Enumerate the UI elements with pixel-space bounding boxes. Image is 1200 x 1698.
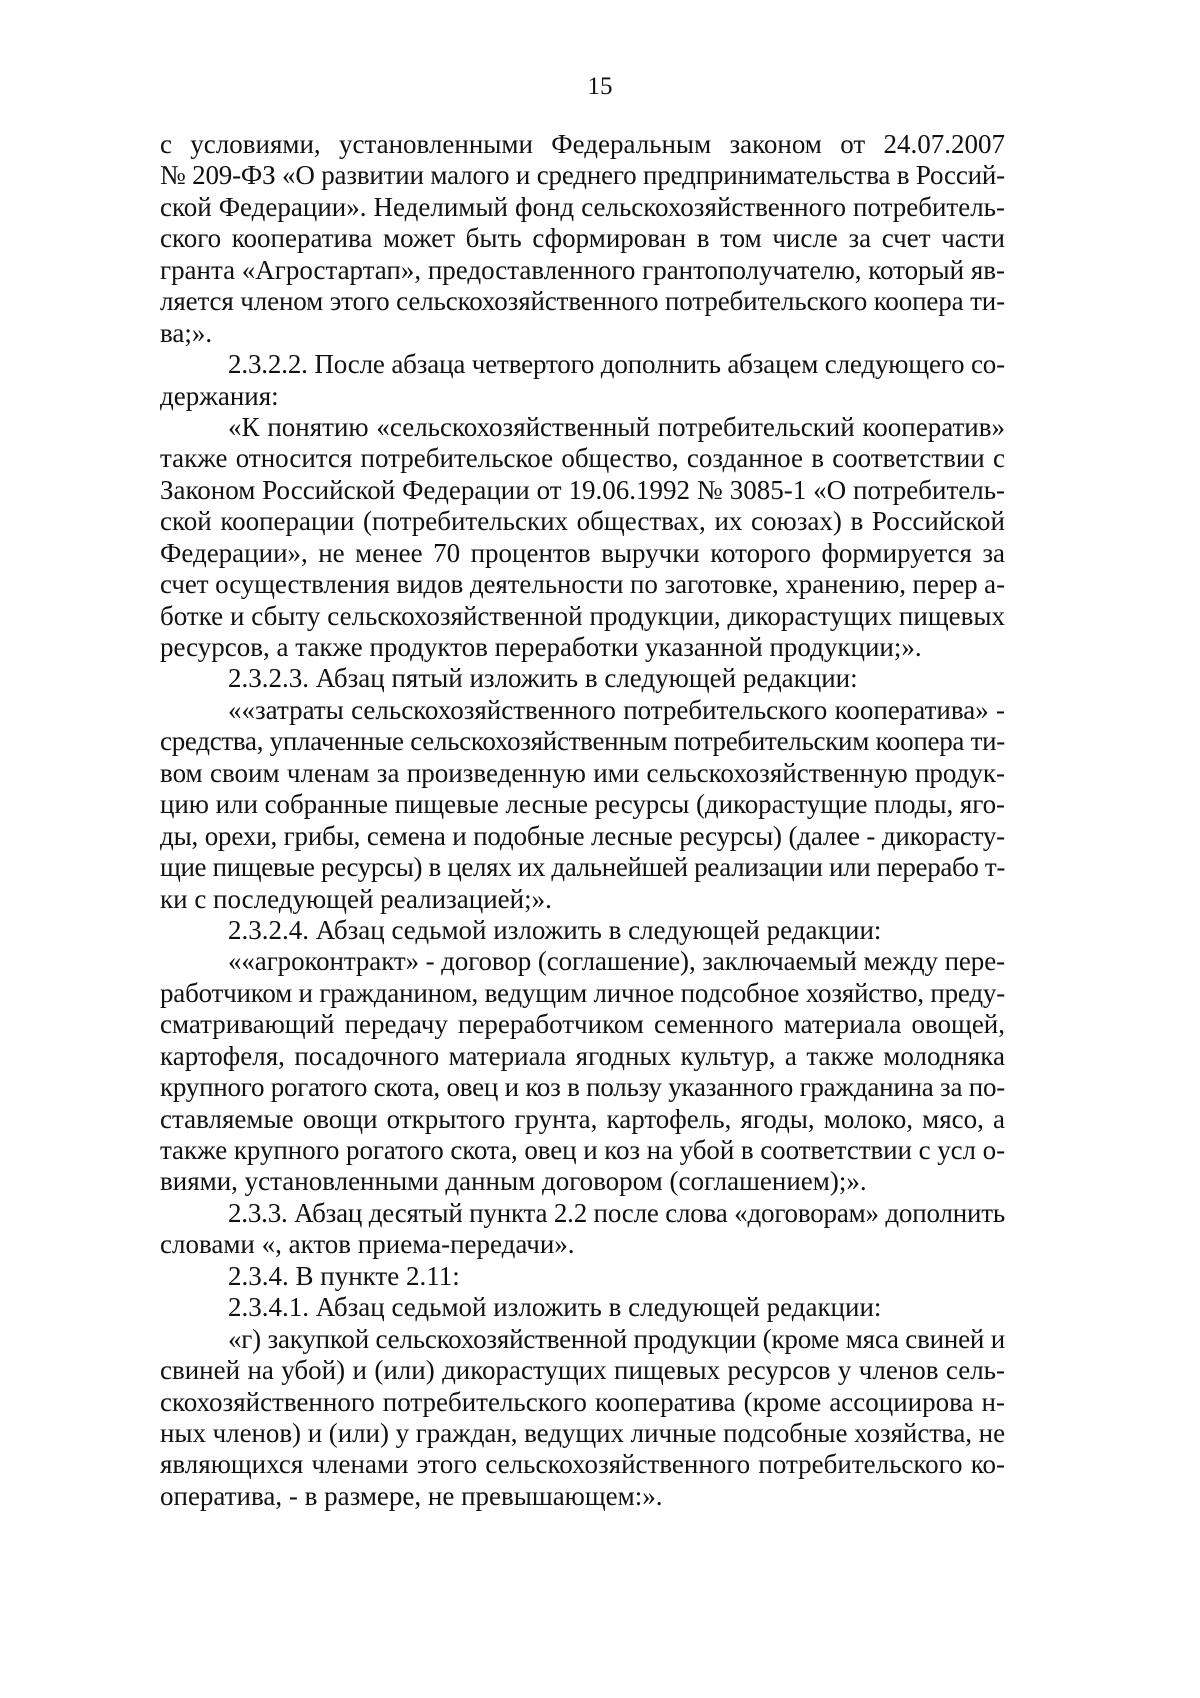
text-line: оператива, - в размере, не превышающем:». — [160, 1480, 663, 1511]
text-line: с условиями, установленными Федеральным законом от 24.07.2007 — [160, 129, 1005, 159]
text-line: ской кооперации (потребительских обществах, их союзах) в Российской — [160, 506, 1005, 537]
text-line: щие пищевые ресурсы) в целях их дальнейшей реализации или перерабо т- — [160, 852, 1005, 883]
paragraph-first-line: 2.3.4. В пункте 2.11: — [228, 1260, 460, 1291]
text-line: Федерации», не менее 70 процентов выручки которого формируется за — [160, 537, 1005, 568]
paragraph-first-line: 2.3.3. Абзац десятый пункта 2.2 после слова «договорам» дополнить — [228, 1197, 1005, 1228]
paragraph-first-line: ««агроконтракт» - договор (соглашение), заключаемый между пере- — [228, 946, 1005, 977]
text-line: ва;». — [160, 317, 213, 348]
text-line: цию или собранные пищевые лесные ресурсы (дикорастущие плоды, яго- — [160, 789, 1005, 820]
text-line: сматривающий передачу переработчиком семенного материала овощей, — [160, 1009, 1005, 1040]
paragraph-first-line: 2.3.4.1. Абзац седьмой изложить в следующей редакции: — [228, 1292, 882, 1323]
text-line: № 209-ФЗ «О развитии малого и среднего предпринимательства в Россий- — [160, 160, 1005, 191]
text-line: словами «, актов приема-передачи». — [160, 1229, 575, 1260]
text-line: также крупного рогатого скота, овец и коз на убой в соответствии с усл о- — [160, 1135, 1005, 1165]
text-line: скохозяйственного потребительского кооператива (кроме ассоциирова н- — [160, 1386, 1005, 1417]
text-line: ставляемые овощи открытого грунта, картофель, ягоды, молоко, мясо, а — [160, 1103, 1005, 1134]
text-line: свиней на убой) и (или) дикорастущих пищевых ресурсов у членов сель- — [160, 1355, 1005, 1386]
text-line: счет осуществления видов деятельности по заготовке, хранению, перер а- — [160, 569, 1005, 600]
text-line: вом своим членам за произведенную ими сельскохозяйственную продук- — [160, 757, 1005, 788]
text-line: крупного рогатого скота, овец и коз в пользу указанного гражданина за по- — [160, 1072, 1005, 1103]
text-line: ресурсов, а также продуктов переработки указанной продукции;». — [160, 632, 922, 662]
paragraph-first-line: 2.3.2.4. Абзац седьмой изложить в следующей редакции: — [228, 914, 882, 945]
text-line: ского кооператива может быть сформирован в том числе за счет части — [160, 223, 1005, 254]
paragraph-first-line: «К понятию «сельскохозяйственный потребительский кооператив» — [228, 411, 1005, 442]
paragraph-first-line: 2.3.2.2. После абзаца четвертого дополнить абзацем следующего со- — [228, 349, 1005, 380]
paragraph-first-line: ««затраты сельскохозяйственного потребительского кооператива» - — [228, 694, 1005, 725]
text-line: являющихся членами этого сельскохозяйственного потребительского ко- — [160, 1449, 1005, 1480]
text-line: Законом Российской Федерации от 19.06.1992 № 3085-1 «О потребитель- — [160, 474, 1005, 505]
text-line: также относится потребительское общество, созданное в соответствии с — [160, 443, 1005, 474]
text-line: ской Федерации». Неделимый фонд сельскохозяйственного потребитель- — [160, 191, 1005, 222]
text-line: гранта «Агростартап», предоставленного грантополучателю, который яв- — [160, 254, 1005, 285]
text-line: средства, уплаченные сельскохозяйственным потребительским коопера ти- — [160, 726, 1005, 757]
text-line: ботке и сбыту сельскохозяйственной продукции, дикорастущих пищевых — [160, 600, 1005, 631]
paragraph-first-line: 2.3.2.3. Абзац пятый изложить в следующей редакции: — [228, 663, 858, 694]
paragraph-first-line: «г) закупкой сельскохозяйственной продукции (кроме мяса свиней и — [228, 1323, 1005, 1354]
text-line: картофеля, посадочного материала ягодных культур, а также молодняка — [160, 1040, 1005, 1071]
text-line: ных членов) и (или) у граждан, ведущих личные подсобные хозяйства, не — [160, 1417, 1005, 1448]
text-line: работчиком и гражданином, ведущим личное подсобное хозяйство, преду- — [160, 977, 1005, 1008]
text-line: ляется членом этого сельскохозяйственного потребительского коопера ти- — [160, 286, 1005, 317]
text-line: держания: — [160, 380, 279, 411]
text-line: ды, орехи, грибы, семена и подобные лесные ресурсы) (далее - дикорасту- — [160, 820, 1005, 851]
text-line: ки с последующей реализацией;». — [160, 883, 552, 914]
document-body — [160, 129, 1005, 1512]
page-number: 15 — [587, 73, 613, 100]
text-line: виями, установленными данным договором (соглашением);». — [160, 1166, 867, 1197]
